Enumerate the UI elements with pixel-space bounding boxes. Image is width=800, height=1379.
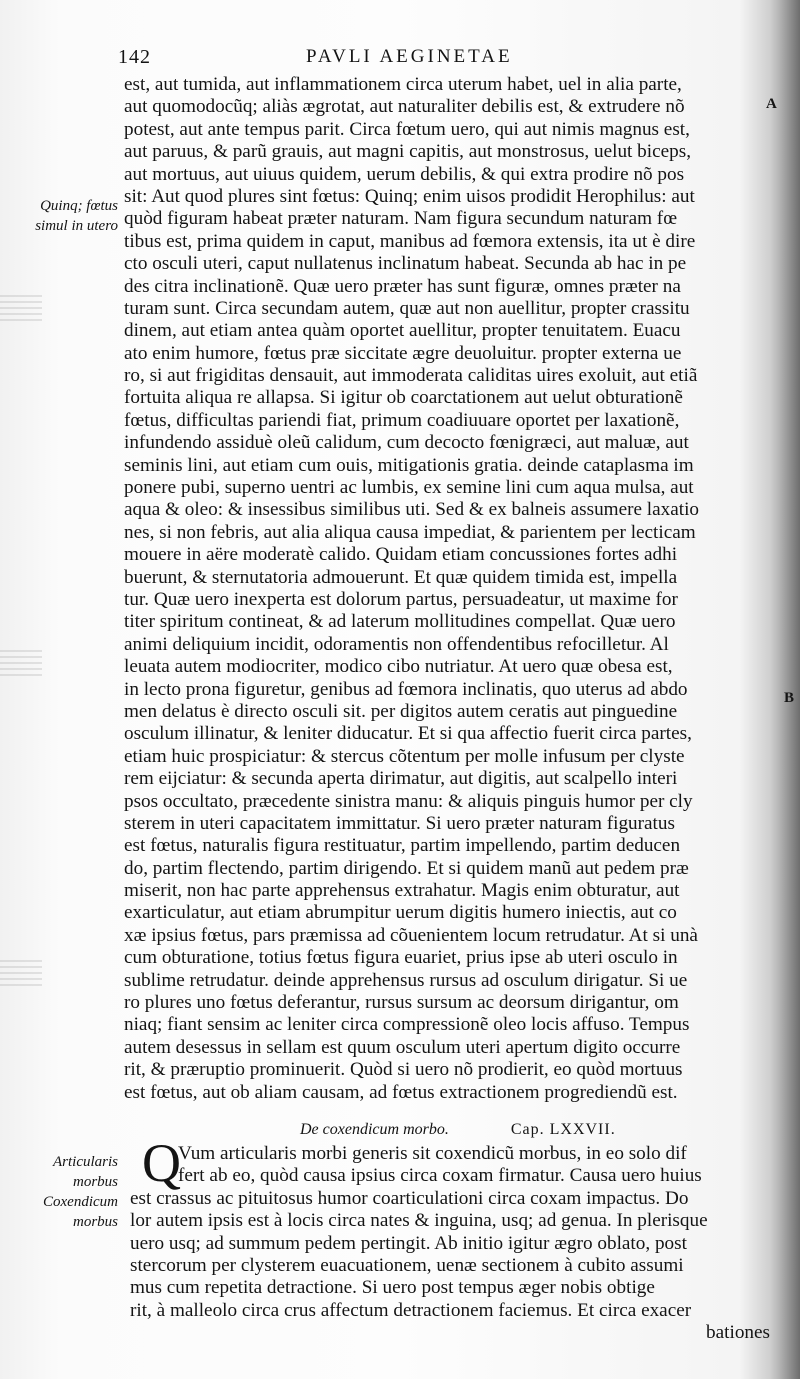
text-line: xæ ipsius fœtus, pars præmissa ad cõuenientem locum retrudatur. At si unà: [124, 924, 698, 946]
text-line: titer spiritum contineat, & ad laterum mollitudines compellat. Quæ uero: [124, 611, 676, 633]
text-line: ro plures uno fœtus deferantur, rursus sursum ac deorsum dirigantur, om: [124, 992, 679, 1014]
drop-cap: Q: [142, 1133, 181, 1193]
chapter-number: Cap. LXXVII.: [510, 1121, 616, 1138]
chapter-text-line: Vum articularis morbi generis sit coxendicũ morbus, in eo solo dif: [178, 1143, 687, 1164]
margin-note-line: simul in utero: [35, 218, 118, 234]
text-line: aut quomodocũq; aliàs ægrotat, aut naturaliter debilis est, & extrudere nõ: [124, 96, 685, 118]
chapter-text-line: uero usq; ad summum pedem pertingit. Ab initio igitur ægro oblato, post: [130, 1232, 687, 1254]
text-line: est fœtus, aut ob aliam causam, ad fœtus extractionem progrediendũ est.: [124, 1081, 678, 1103]
margin-note-line: Articularis: [52, 1154, 118, 1170]
chapter-text-line: rit, à malleolo circa crus affectum detractionem faciemus. Et circa exacer: [130, 1299, 692, 1321]
text-line: cto osculi uteri, caput nullatenus inclinatum habeat. Secunda ab hac in pe: [124, 253, 687, 275]
text-line: men delatus è directo osculi sit. per digitos autem ceratis aut pinguedine: [124, 700, 678, 722]
text-line: leuata autem modiocriter, modico cibo nutriatur. At uero quæ obesa est,: [124, 656, 673, 678]
page-header: [118, 46, 758, 70]
text-line: miserit, non hac parte apprehensus extrahatur. Magis enim obturatur, aut: [124, 880, 680, 902]
text-line: sterem in uteri capacitatem immittatur. Si uero præter naturam figuratus: [124, 812, 675, 834]
text-line: potest, aut ante tempus parit. Circa fœtum uero, qui aut nimis magnus est,: [124, 118, 690, 140]
text-line: aut paruus, & parũ grauis, aut magni capitis, aut monstrosus, uelut biceps,: [124, 141, 691, 163]
text-line: turam sunt. Circa secundam autem, quæ aut non auellitur, propter crassitu: [124, 297, 690, 319]
text-line: ponere pubi, superno uentri ac lumbis, ex semine lini cum aqua mulsa, aut: [124, 477, 694, 499]
chapter-text-block: [130, 1143, 770, 1345]
text-line: cum obturatione, totius fœtus figura euariet, prius ipse ab uteri osculo in: [124, 947, 678, 969]
text-line: ato enim humore, fœtus præ siccitate ægre deuoluitur. propter externa ue: [124, 342, 682, 364]
text-line: mouere in aëre moderatè calido. Quidam etiam concussiones fortes adhi: [124, 544, 678, 566]
text-line: etiam huic prospiciatur: & stercus cõtentum per molle infusum per clyste: [124, 745, 685, 767]
text-line: rit, & præruptio prominuerit. Quòd si uero nõ prodierit, eo quòd mortuus: [124, 1059, 683, 1081]
text-line: niaq; fiant sensim ac leniter circa compressionẽ oleo locis affuso. Tempus: [124, 1014, 690, 1036]
text-line: tur. Quæ uero inexperta est dolorum partus, persuadeatur, ut maxime for: [124, 588, 678, 610]
text-line: buerunt, & sternutatoria admouerunt. Et quæ quidem timida est, impella: [124, 566, 678, 588]
text-line: des citra inclinationẽ. Quæ uero præter has sunt figuræ, omnes præter na: [124, 275, 681, 297]
text-line: est, aut tumida, aut inflammationem circa uterum habet, uel in alia parte,: [124, 74, 682, 95]
page-number: 142: [118, 46, 151, 68]
text-line: tibus est, prima quidem in caput, manibus ad fœmora extensis, ita ut è dire: [124, 230, 696, 252]
margin-note-line: Quinq; fœtus: [40, 198, 118, 214]
chapter-text-line: bationes: [706, 1322, 770, 1344]
chapter-text-line: lor autem ipsis est à locis circa nates & inguina, usq; ad genua. In plerisque: [130, 1210, 708, 1232]
section-mark-a: A: [766, 96, 777, 112]
text-line: fœtus, difficultas pariendi fiat, primum coadiuuare oportet per laxationẽ,: [124, 409, 680, 431]
text-line: autem desessus in sellam est quum osculum uteri apertum digito occurre: [124, 1036, 681, 1058]
text-line: infundendo assiduè oleũ calidum, cum decocto fœnigræci, aut maluæ, aut: [124, 432, 689, 454]
margin-note-foetus: [8, 196, 118, 236]
show-through-mark: [0, 295, 42, 323]
chapter-text-line: stercorum per clysterem euacuationem, uenæ sectionem à cubito assumi: [130, 1254, 684, 1276]
margin-note-line: morbus: [72, 1214, 118, 1230]
text-line: osculum illinatur, & leniter diducatur. Et si qua affectio fuerit circa partes,: [124, 723, 692, 745]
text-line: dinem, aut etiam antea quàm oportet auellitur, propter tenuitatem. Euacu: [124, 320, 681, 342]
chapter-text-line: est crassus ac pituitosus humor coarticulationi circa coxam impactus. Do: [130, 1187, 689, 1209]
text-line: animi deliquium incidit, odoramentis non offendentibus refocilletur. Al: [124, 633, 669, 655]
text-line: aut mortuus, aut uiuus quidem, uerum debilis, & qui extra prodire nõ pos: [124, 163, 685, 185]
text-line: aqua & oleo: & insessibus similibus uti. Sed & ex balneis assumere laxatio: [124, 499, 700, 521]
chapter-text-line: mus cum repetita detractione. Si uero post tempus æger nobis obtige: [130, 1277, 655, 1299]
section-mark-b: B: [784, 690, 795, 706]
text-line: seminis lini, aut etiam cum ouis, mitigationis gratia. deinde cataplasma im: [124, 454, 694, 476]
text-line: ro, si aut frigiditas densauit, aut immoderata caliditas uires exoluit, aut etiã: [124, 365, 698, 387]
text-line: est fœtus, naturalis figura restituatur, partim impellendo, partim deducen: [124, 835, 681, 857]
chapter-heading: [300, 1121, 720, 1139]
text-line: sublime retrudatur. deinde apprehensus rursus ad osculum dirigatur. Si ue: [124, 969, 688, 991]
text-line: psos occultato, præcedente sinistra manu: & aliquis pinguis humor per cly: [124, 790, 693, 812]
margin-note-line: Coxendicum: [43, 1194, 118, 1210]
text-line: exarticulatur, aut etiam abrumpitur uerum digitis humero iniectis, aut co: [124, 902, 677, 924]
margin-note-line: morbus: [72, 1174, 118, 1190]
text-line: sit: Aut quod plures sint fœtus: Quinq; enim uisos prodidit Herophilus: aut: [124, 185, 695, 207]
text-line: rem eijciatur: & secunda aperta dirimatur, aut digitis, aut scalpello interi: [124, 768, 678, 790]
show-through-mark: [0, 650, 42, 678]
show-through-mark: [0, 960, 42, 988]
chapter-title: De coxendicum morbo.: [300, 1121, 449, 1138]
main-text-block: [124, 74, 764, 1104]
running-title: PAVLI AEGINETAE: [306, 46, 513, 67]
text-line: fortuita aliqua re allapsa. Si igitur ob coarctationem aut uelut obturationẽ: [124, 387, 683, 409]
text-line: do, partim flectendo, partim dirigendo. Et si quidem manũ aut pedem præ: [124, 857, 689, 879]
margin-note-coxendicum: [8, 1152, 118, 1232]
text-line: quòd figuram habeat præter naturam. Nam figura secundum naturam fœ: [124, 208, 678, 230]
text-line: nes, si non febris, aut alia aliqua causa impediat, & parientem per lecticam: [124, 521, 696, 543]
chapter-text-line: fert ab eo, quòd causa ipsius circa coxam firmatur. Causa uero huius: [178, 1165, 702, 1187]
text-line: in lecto prona figuretur, genibus ad fœmora inclinatis, quo uterus ad abdo: [124, 678, 688, 700]
